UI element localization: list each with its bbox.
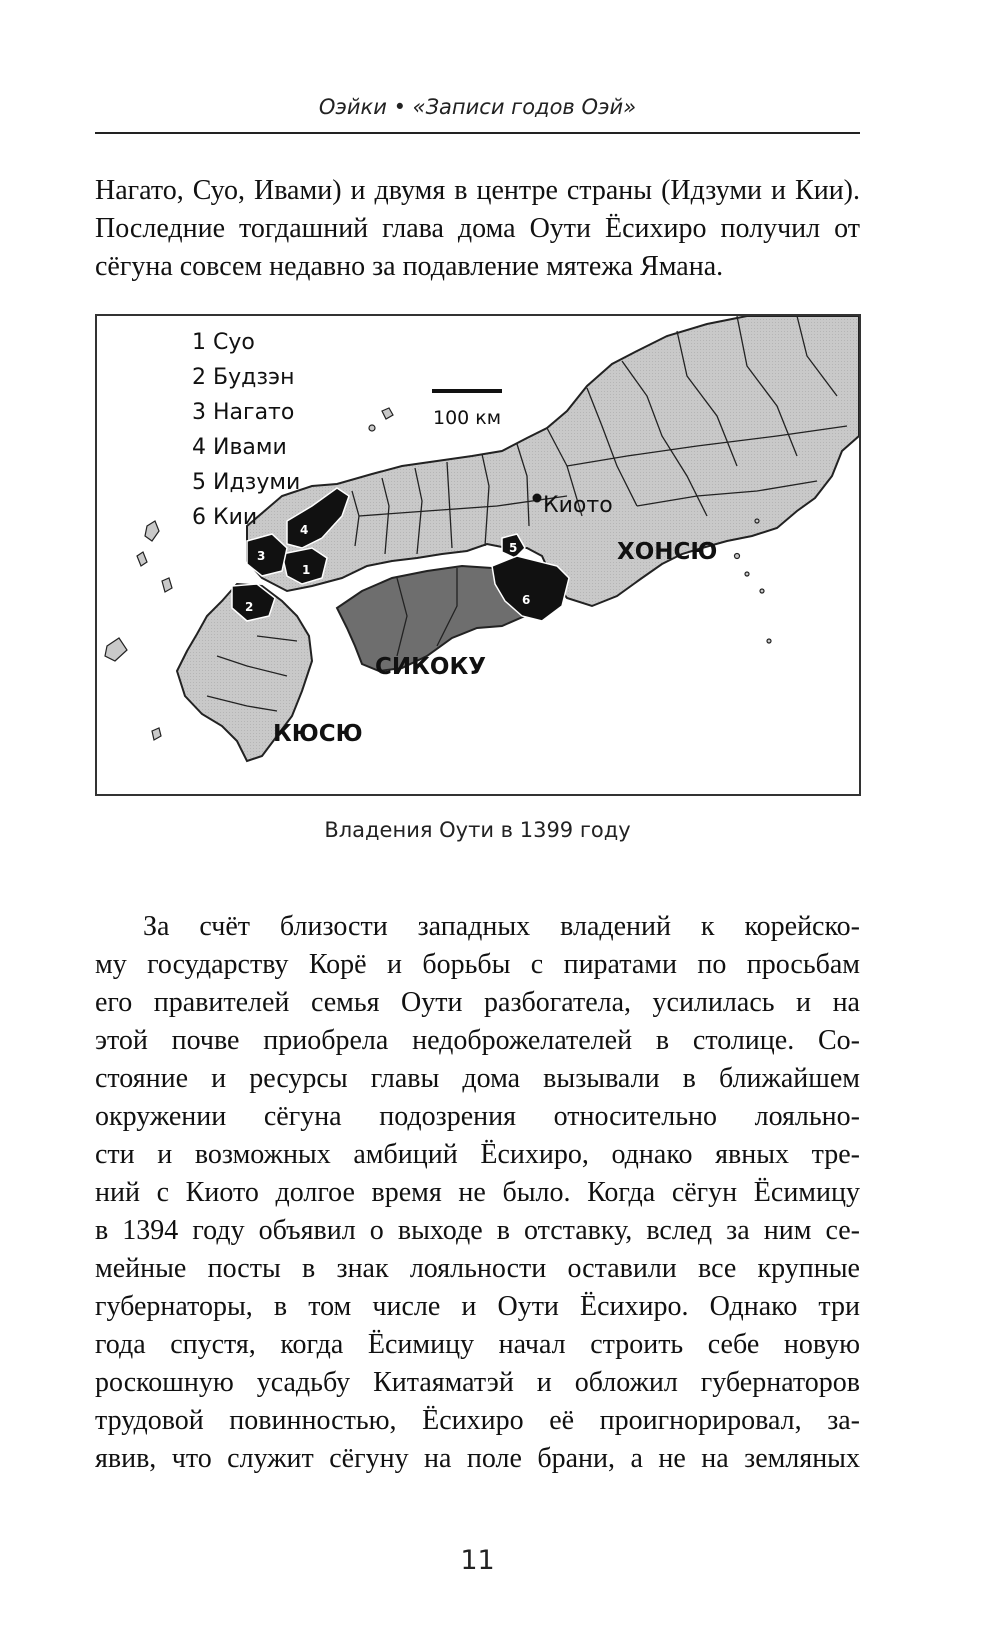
header-rule xyxy=(95,132,860,134)
figure-caption: Владения Оути в 1399 году xyxy=(324,818,631,842)
map-figure xyxy=(95,314,861,796)
running-header: Оэйки • «Записи годов Оэй» xyxy=(318,95,637,119)
text-line: За счёт близости западных владений к корейско- xyxy=(143,911,860,942)
text-line: роскошную усадьбу Китаяматэй и обложил губернаторов xyxy=(95,1367,860,1398)
text-line: Последние тогдашний глава дома Оути Ёсихиро получил от xyxy=(95,213,860,244)
page-number: 11 xyxy=(460,1545,495,1576)
kyoto-label: Киото xyxy=(543,493,613,518)
region-label-kyushu: КЮСЮ xyxy=(273,721,363,747)
legend-item: 4 Ивами xyxy=(192,435,287,460)
text-line: в 1394 году объявил о выходе в отставку, вслед за ним се- xyxy=(95,1215,860,1246)
text-line: явив, что служит сёгуну на поле брани, а не на земляных xyxy=(95,1443,860,1474)
region-label-shikoku: СИКОКУ xyxy=(375,654,487,680)
scale-label: 100 км xyxy=(433,407,502,429)
text-line: сёгуна совсем недавно за подавление мятежа Ямана. xyxy=(95,251,724,282)
text-line: трудовой повинностью, Ёсихиро её проигнорировал, за- xyxy=(95,1405,860,1436)
text-line: стояние и ресурсы главы дома вызывали в ближайшем xyxy=(95,1063,860,1094)
text-line: Нагато, Суо, Ивами) и двумя в центре страны (Идзуми и Кии). xyxy=(95,175,860,206)
text-line: окружении сёгуна подозрения относительно лояльно- xyxy=(95,1101,860,1132)
text-line: му государству Корё и борьбы с пиратами по просьбам xyxy=(95,949,860,980)
japan-map xyxy=(97,316,859,794)
province-number: 1 xyxy=(302,563,311,577)
province-number: 2 xyxy=(245,600,254,614)
legend-item: 6 Кии xyxy=(192,505,258,530)
text-line: года спустя, когда Ёсимицу начал строить себе новую xyxy=(95,1329,860,1360)
text-line: его правителей семья Оути разбогатела, усилилась и на xyxy=(95,987,860,1018)
legend-item: 2 Будзэн xyxy=(192,365,295,390)
region-label-honshu: ХОНСЮ xyxy=(617,539,718,565)
text-line: сти и возможных амбиций Ёсихиро, однако явных тре- xyxy=(95,1139,860,1170)
province-number: 5 xyxy=(509,541,518,555)
legend-item: 3 Нагато xyxy=(192,400,295,425)
honshu-landmass xyxy=(247,316,859,606)
text-line: ний с Киото долгое время не было. Когда сёгун Ёсимицу xyxy=(95,1177,860,1208)
text-line: губернаторы, в том числе и Оути Ёсихиро. Однако три xyxy=(95,1291,860,1322)
legend-item: 1 Суо xyxy=(192,330,255,355)
paragraph-body xyxy=(95,908,860,1478)
text-line: мейные посты в знак лояльности оставили все крупные xyxy=(95,1253,860,1284)
paragraph-top xyxy=(95,172,860,286)
province-number: 6 xyxy=(522,593,531,607)
province-number: 4 xyxy=(300,523,309,537)
legend-item: 5 Идзуми xyxy=(192,470,301,495)
kyoto-marker xyxy=(533,494,542,503)
province-number: 3 xyxy=(257,549,266,563)
text-line: этой почве приобрела недоброжелателей в столице. Со- xyxy=(95,1025,860,1056)
